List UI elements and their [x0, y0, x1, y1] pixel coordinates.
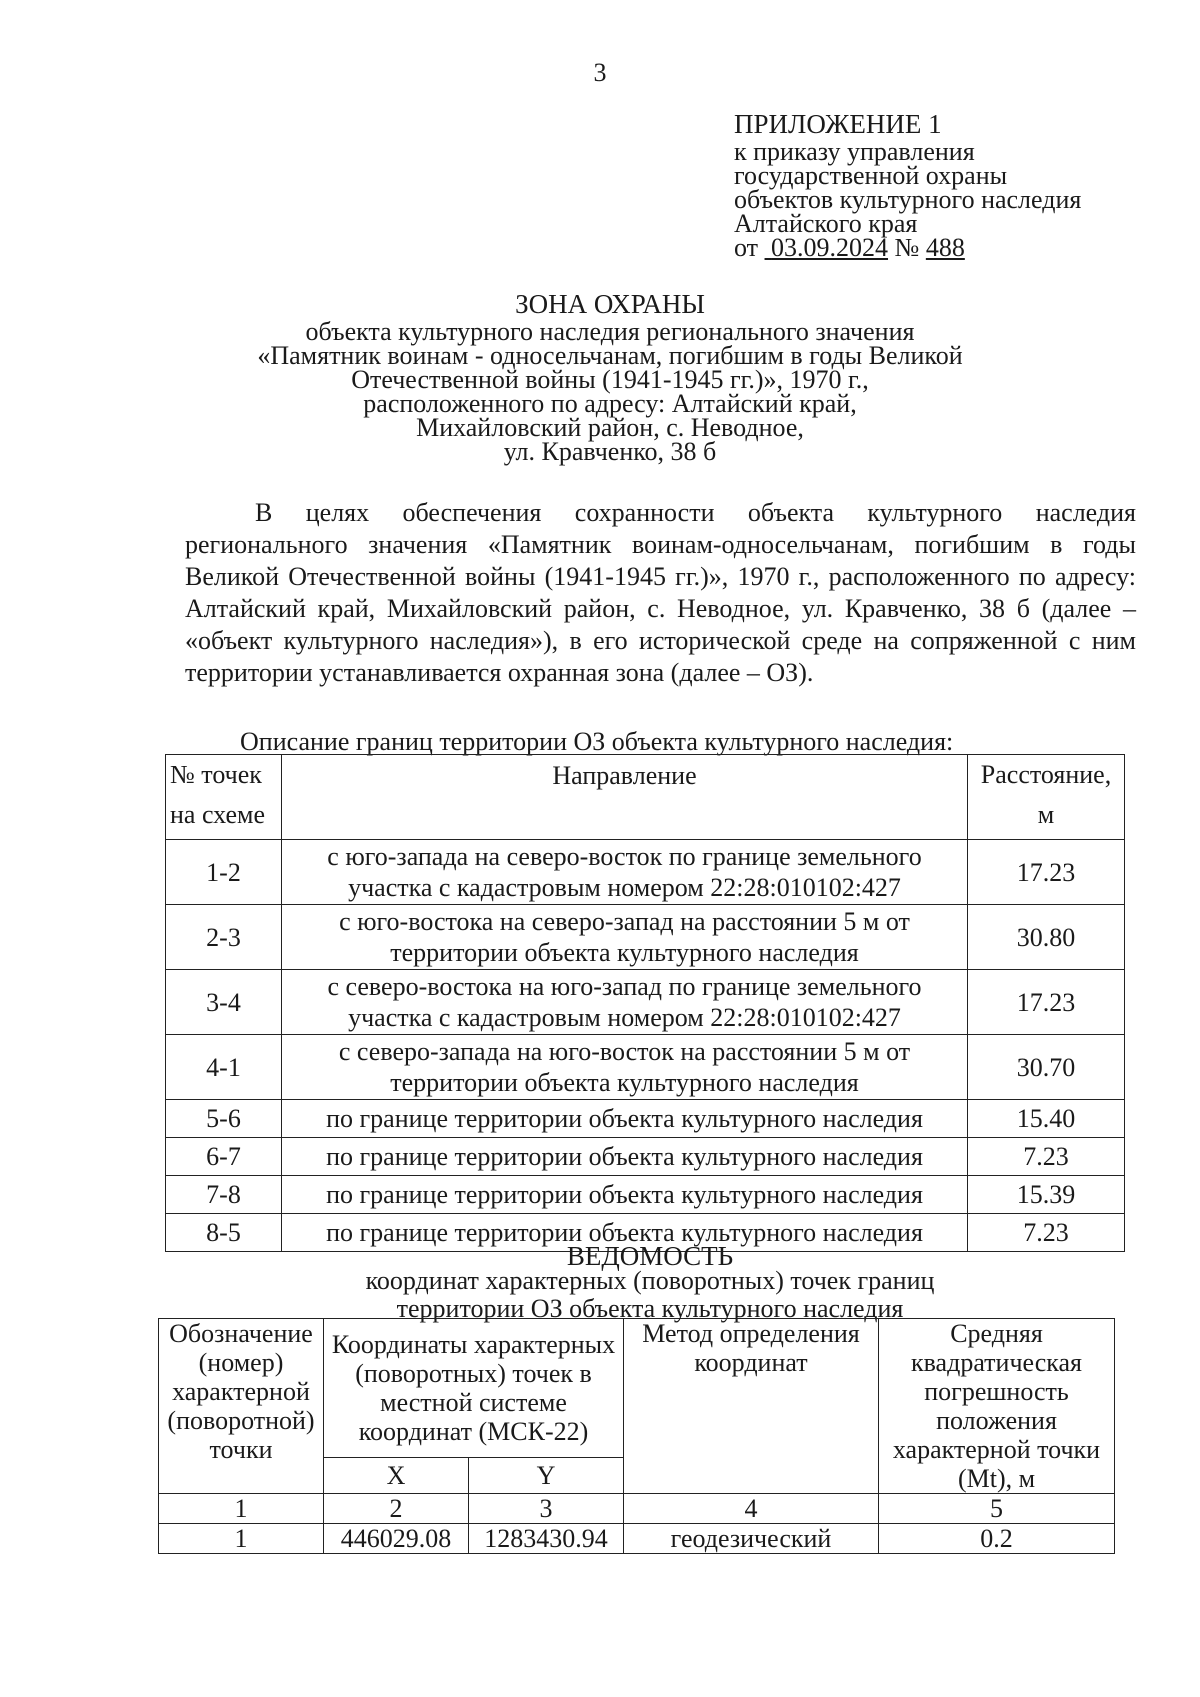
cell-distance: 15.40: [968, 1100, 1125, 1138]
cell-direction: по границе территории объекта культурного наследия: [282, 1214, 968, 1252]
cell-direction: с юго-запада на северо-восток по границе земельного участка с кадастровым номером 22:28:010102:427: [282, 840, 968, 905]
cell-distance: 30.70: [968, 1035, 1125, 1100]
cell-distance: 30.80: [968, 905, 1125, 970]
index-cell: 3: [469, 1494, 624, 1524]
cell-points: 5-6: [166, 1100, 282, 1138]
appendix-date-line: [734, 233, 1081, 262]
header-method: Метод определения координат: [624, 1319, 879, 1494]
page-number: 3: [593, 58, 607, 87]
cell-direction: с юго-востока на северо-запад на расстоянии 5 м от территории объекта культурного наследия: [282, 905, 968, 970]
cell-x: 446029.08: [324, 1524, 469, 1554]
index-cell: 5: [879, 1494, 1115, 1524]
coordinates-table: [158, 1318, 1115, 1554]
cell-y: 1283430.94: [469, 1524, 624, 1554]
appendix-line: государственной охраны: [734, 161, 1008, 190]
cell-direction: по границе территории объекта культурного наследия: [282, 1138, 968, 1176]
order-number: 488: [925, 233, 965, 262]
zone-line: ул. Кравченко, 38 б: [503, 437, 717, 466]
zone-line: Михайловский район, с. Неводное,: [416, 413, 804, 442]
header-direction: Направление: [282, 755, 968, 840]
appendix-line: объектов культурного наследия: [734, 185, 1082, 214]
table-row: [166, 1176, 1125, 1214]
cell-point: 1: [159, 1524, 324, 1554]
header-error: Средняя квадратическая погрешность положения характерной точки (Mt), м: [879, 1319, 1115, 1494]
cell-direction: с северо-запада на юго-восток на расстоянии 5 м от территории объекта культурного наследия: [282, 1035, 968, 1100]
boundary-table-title: Описание границ территории ОЗ объекта культурного наследия:: [240, 727, 954, 756]
cell-points: 7-8: [166, 1176, 282, 1214]
appendix-line: Алтайского края: [734, 209, 918, 238]
cell-distance: 17.23: [968, 970, 1125, 1035]
cell-direction: с северо-востока на юго-запад по границе земельного участка с кадастровым номером 22:28:010102:427: [282, 970, 968, 1035]
header-points: № точек на схеме: [166, 755, 282, 840]
appendix-line: к приказу управления: [734, 137, 975, 166]
cell-distance: 15.39: [968, 1176, 1125, 1214]
table-row: [159, 1524, 1115, 1554]
number-prefix: №: [894, 233, 920, 262]
zone-line: объекта культурного наследия регионального значения: [305, 317, 915, 346]
cell-distance: 7.23: [968, 1138, 1125, 1176]
cell-direction: по границе территории объекта культурного наследия: [282, 1100, 968, 1138]
index-cell: 2: [324, 1494, 469, 1524]
header-coordinates: Координаты характерных (поворотных) точек в местной системе координат (МСК-22): [324, 1319, 624, 1458]
table-row: [166, 970, 1125, 1035]
statement-title: ВЕДОМОСТЬ: [566, 1241, 734, 1271]
appendix-title: ПРИЛОЖЕНИЕ 1: [734, 109, 942, 139]
order-date: 03.09.2024: [771, 233, 889, 262]
zone-heading: [150, 289, 1070, 466]
cell-points: 6-7: [166, 1138, 282, 1176]
cell-distance: 7.23: [968, 1214, 1125, 1252]
zone-line: «Памятник воинам - односельчанам, погибшим в годы Великой: [257, 341, 963, 370]
table-row: [166, 905, 1125, 970]
zone-line: Отечественной войны (1941-1945 гг.)», 1970 г.,: [351, 365, 869, 394]
cell-points: 3-4: [166, 970, 282, 1035]
table-row: [166, 1100, 1125, 1138]
header-designation: Обозначение (номер) характерной (поворотной) точки: [159, 1319, 324, 1494]
zone-line: расположенного по адресу: Алтайский край,: [363, 389, 857, 418]
header-y: Y: [469, 1458, 624, 1494]
cell-error: 0.2: [879, 1524, 1115, 1554]
statement-heading: [180, 1241, 1120, 1323]
index-cell: 4: [624, 1494, 879, 1524]
header-x: X: [324, 1458, 469, 1494]
date-prefix: от: [734, 233, 759, 262]
cell-direction: по границе территории объекта культурного наследия: [282, 1176, 968, 1214]
index-cell: 1: [159, 1494, 324, 1524]
cell-points: 2-3: [166, 905, 282, 970]
cell-distance: 17.23: [968, 840, 1125, 905]
zone-title: ЗОНА ОХРАНЫ: [515, 289, 705, 319]
boundary-table: [165, 754, 1125, 1252]
main-paragraph: В целях обеспечения сохранности объекта культурного наследия регионального значения «Памятник воинам-односельчанам, погибшим в годы Великой Отечественной войны (1941-1945 гг.)», 1970 г., расположенного по адресу: Алтайский край, Михайловский район, с. Неводное, ул. Кравченко, 38 б (далее – «объект культурного наследия»), в его исторической среде на сопряженной с ним территории устанавливается охранная зона (далее – ОЗ).: [185, 498, 1136, 687]
coord-header-row: [159, 1319, 1115, 1458]
cell-points: 4-1: [166, 1035, 282, 1100]
table-row: [166, 1035, 1125, 1100]
table-row: [166, 840, 1125, 905]
table-row: [166, 1138, 1125, 1176]
cell-method: геодезический: [624, 1524, 879, 1554]
coord-index-row: [159, 1494, 1115, 1524]
cell-points: 1-2: [166, 840, 282, 905]
statement-line: координат характерных (поворотных) точек границ: [365, 1266, 935, 1295]
boundary-table-header: [166, 755, 1125, 840]
appendix-block: [734, 109, 1082, 262]
header-distance: Расстояние, м: [968, 755, 1125, 840]
cell-points: 8-5: [166, 1214, 282, 1252]
statement-line: территории ОЗ объекта культурного наследия: [396, 1294, 904, 1323]
